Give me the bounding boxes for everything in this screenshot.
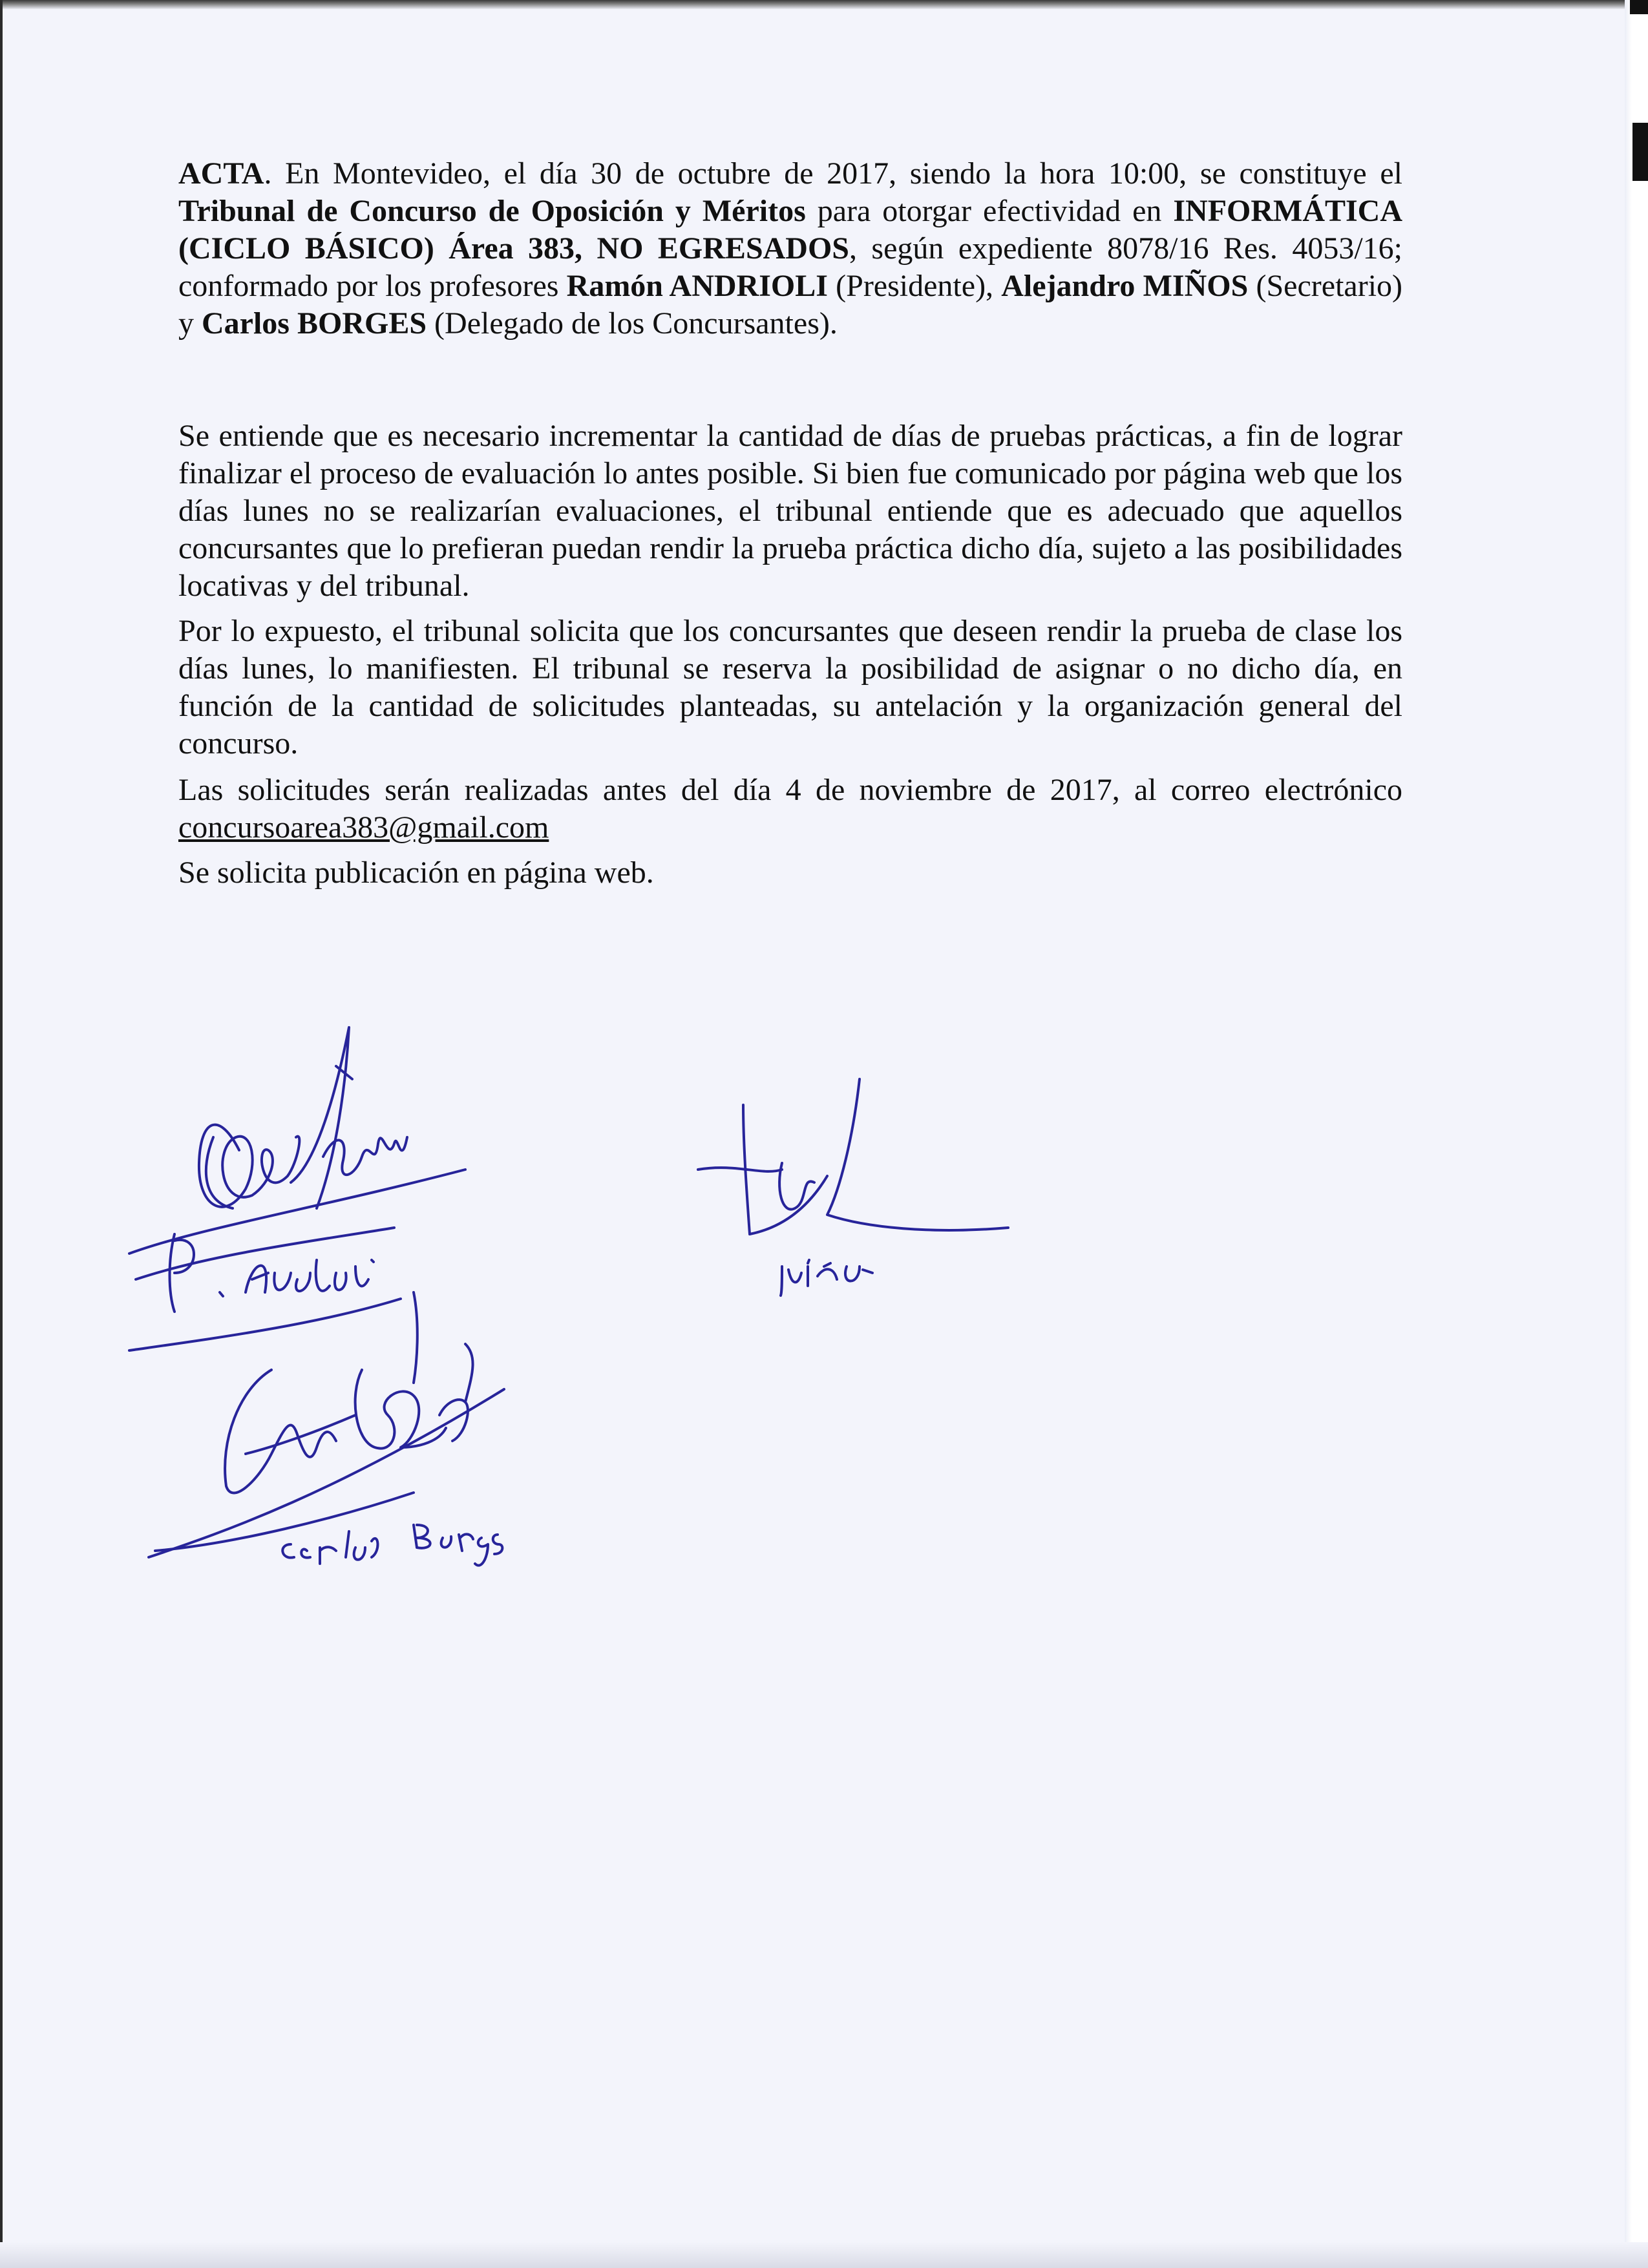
paragraph-need: Se entiende que es necesario incrementar la cantidad de días de pruebas prácticas, a fin de lograr finalizar el proceso de evaluación lo antes posible. Si bien fue comunicado por página web que los días lunes no se realizarían evaluaciones, el tribunal entiende que es adecuado que aquellos concursantes que lo prefieran puedan rendir la prueba práctica dicho día, sujeto a las posibilidades locativas y del tribunal.	[178, 419, 1402, 603]
member-name: Carlos BORGES	[202, 306, 427, 341]
email-link[interactable]: concursoarea383@gmail.com	[178, 810, 549, 845]
scan-mark	[1632, 123, 1648, 181]
paragraph-request: Por lo expuesto, el tribunal solicita que los concursantes que deseen rendir la prueba de clase los días lunes, lo manifiesten. El tribunal se reserva la posibilidad de asignar o no dicho día, en función de la cantidad de solicitudes planteadas, su antelación y la organización general del concurso.	[178, 614, 1402, 761]
scan-mark	[1630, 0, 1648, 14]
area-name: INFORMÁTICA (CICLO BÁSICO) Área 383, NO EGRESADOS	[178, 194, 1402, 266]
scan-edge-right	[1625, 0, 1648, 2268]
scan-edge-top	[0, 0, 1648, 9]
signature-borges	[142, 1286, 530, 1583]
paragraph-deadline: Las solicitudes serán realizadas antes del día 4 de noviembre de 2017, al correo electrónico concursoarea383@gmail.com	[178, 773, 1402, 845]
member-name: Ramón ANDRIOLI	[566, 269, 828, 303]
scan-edge-bottom	[0, 2242, 1648, 2268]
acta-paragraph: ACTA. En Montevideo, el día 30 de octubre de 2017, siendo la hora 10:00, se constituye el Tribunal de Concurso de Oposición y Méritos para otorgar efectividad en INFORMÁTICA (CICLO BÁSICO) Área 383, NO EGRESADOS, según expediente 8078/16 Res. 4053/16; conformado por los profesores Ramón ANDRIOLI (Presidente), Alejandro MIÑOS (Secretario) y Carlos BORGES (Delegado de los Concursantes).	[178, 156, 1403, 341]
tribunal-name: Tribunal de Concurso de Oposición y Méritos	[178, 194, 806, 228]
signature-minos-image	[685, 1073, 1021, 1305]
signature-minos	[685, 1073, 1021, 1305]
signature-borges-image	[142, 1286, 530, 1583]
scan-edge-left	[0, 0, 3, 2268]
document-body	[178, 155, 1402, 892]
member-name: Alejandro MIÑOS	[1001, 269, 1249, 303]
acta-heading: ACTA	[178, 156, 264, 191]
paragraph-publication: Se solicita publicación en página web.	[178, 856, 654, 890]
